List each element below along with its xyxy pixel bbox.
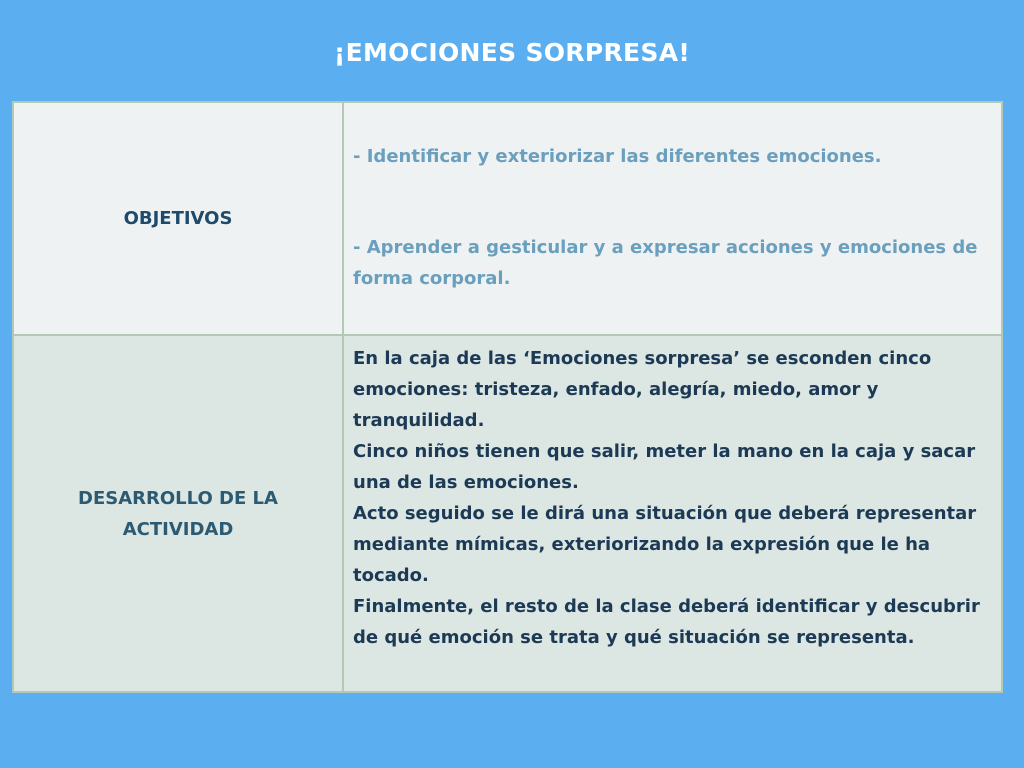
development-paragraph: Acto seguido se le dirá una situación que deberá representar mediante mímicas, exteriorizando la expresión que le ha tocado. <box>353 503 977 586</box>
development-paragraph: Finalmente, el resto de la clase deberá identificar y descubrir de qué emoción se trata y qué situación se representa. <box>353 596 980 648</box>
development-paragraph: En la caja de las ‘Emociones sorpresa’ se esconden cinco emociones: tristeza, enfado, alegría, miedo, amor y tranquilidad. <box>353 348 932 431</box>
development-paragraph: Cinco niños tienen que salir, meter la mano en la caja y sacar una de las emociones. <box>353 441 976 493</box>
objective-item: - Identificar y exteriorizar las diferentes emociones. <box>353 146 882 167</box>
development-content <box>353 343 993 653</box>
development-row <box>14 336 1001 691</box>
development-label <box>14 336 344 691</box>
objectives-label: OBJETIVOS <box>14 103 344 334</box>
objective-item: - Aprender a gesticular y a expresar acciones y emociones de forma corporal. <box>353 237 978 289</box>
activity-table <box>12 101 1003 693</box>
development-label-line: DESARROLLO DE LA <box>78 487 278 509</box>
objectives-row <box>14 103 1001 336</box>
development-label-line: ACTIVIDAD <box>122 518 234 540</box>
page-title: ¡EMOCIONES SORPRESA! <box>333 38 691 67</box>
